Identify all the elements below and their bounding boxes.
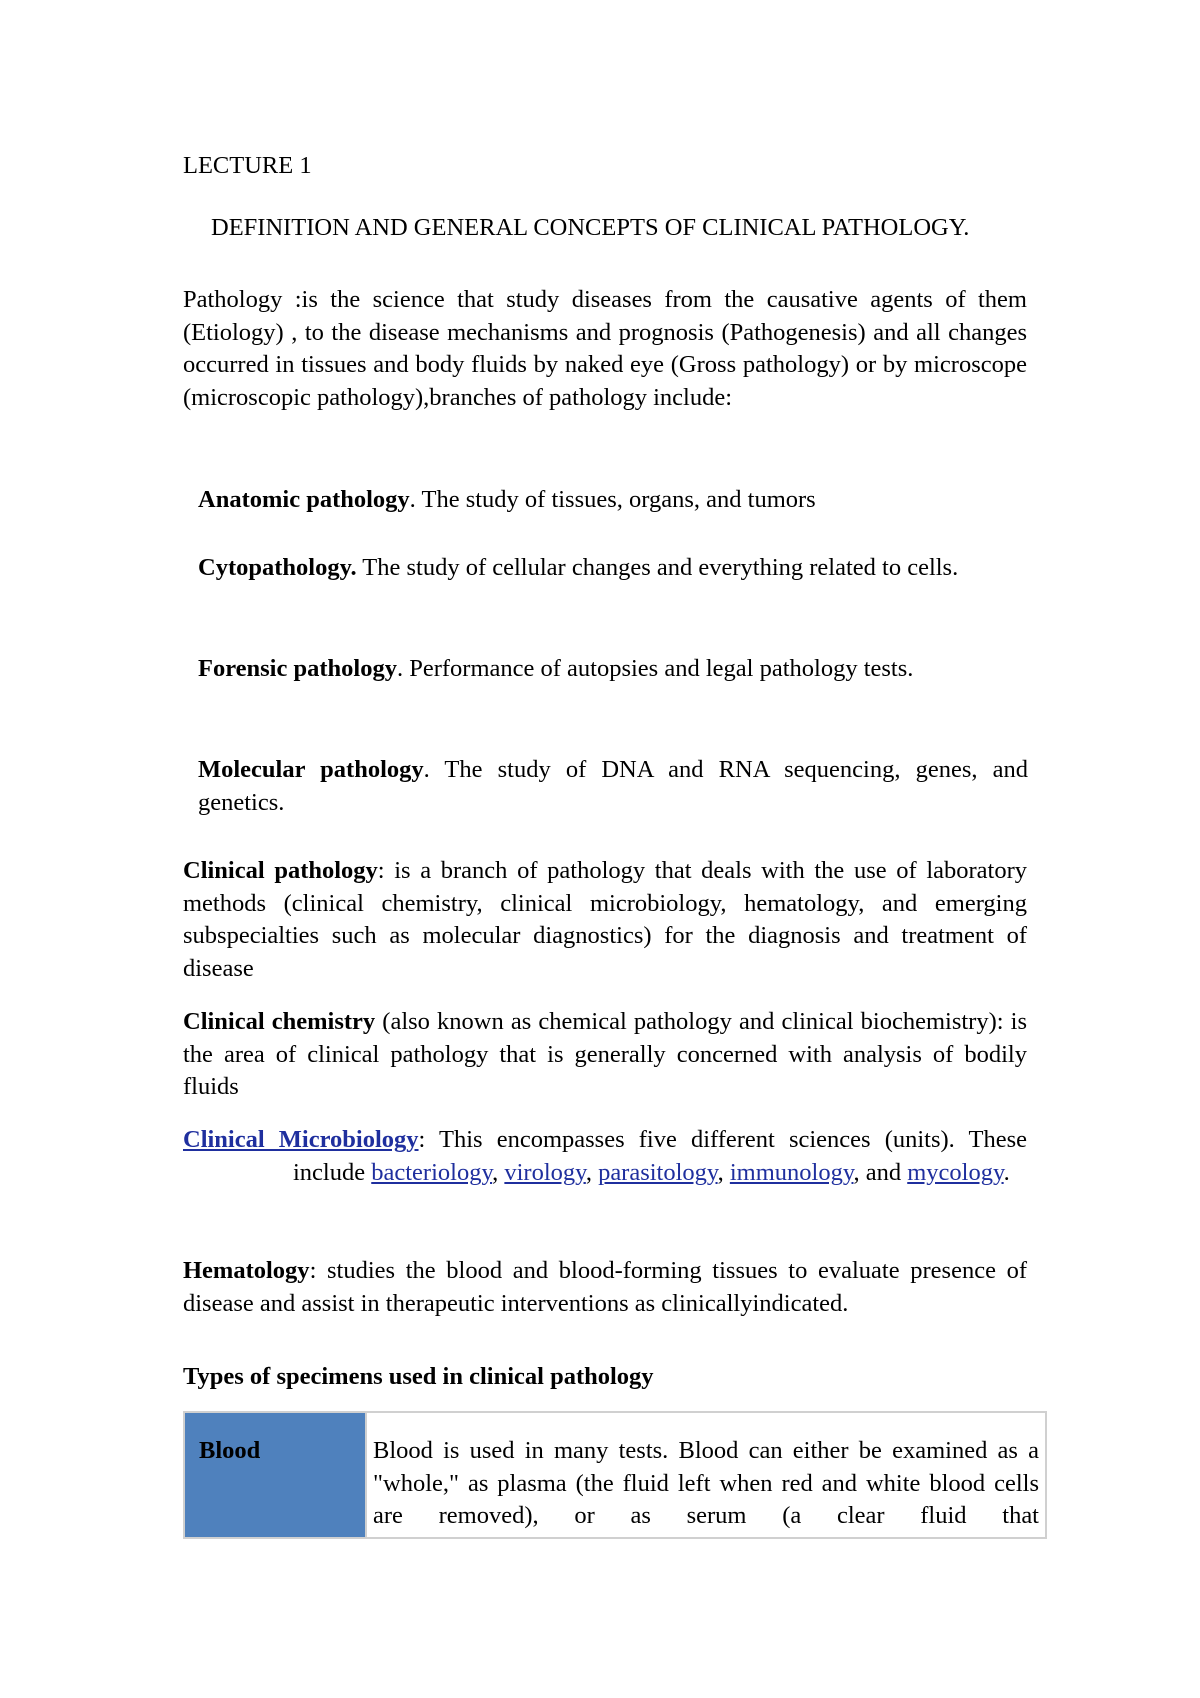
lecture-subtitle: DEFINITION AND GENERAL CONCEPTS OF CLINICAL PATHOLOGY. — [211, 214, 970, 241]
virology-link[interactable]: virology — [504, 1158, 586, 1186]
branch-term: Anatomic pathology — [198, 486, 410, 513]
and-text: and — [865, 1158, 908, 1186]
specimens-heading — [183, 1361, 1027, 1394]
lecture-title: LECTURE 1 — [183, 152, 312, 179]
comma-separator: , — [492, 1158, 505, 1186]
branch-desc: The study of DNA and RNA sequencing, genes, and genetics. — [198, 756, 1028, 816]
branch-desc: The study of cellular changes and everything related to cells. — [356, 554, 959, 581]
specimen-name: Blood — [199, 1437, 261, 1464]
specimens-heading-text: Types of specimens used in clinical pathology — [183, 1363, 654, 1390]
clinical-microbiology-paragraph — [183, 1124, 1027, 1189]
comma-separator: , — [585, 1158, 599, 1186]
hematology-paragraph — [183, 1255, 1027, 1320]
period: . — [1003, 1158, 1010, 1186]
hematology-desc: : studies the blood and blood-forming tissues to evaluate presence of disease and assist in therapeutic interventions as clinicallyindicated. — [183, 1257, 1027, 1317]
branch-punct: . — [409, 486, 416, 513]
branch-desc: The study of tissues, organs, and tumors — [415, 486, 816, 513]
comma-separator: , — [717, 1158, 730, 1186]
parasitology-link[interactable]: parasitology — [598, 1158, 718, 1186]
branch-term: Forensic pathology — [198, 655, 397, 682]
clinical-microbiology-desc: : This encompasses five different sciences (units). These — [418, 1126, 1027, 1153]
specimen-name-cell — [185, 1413, 367, 1537]
branch-punct: . — [423, 756, 430, 783]
immunology-link[interactable]: immunology — [729, 1158, 854, 1186]
clinical-pathology-paragraph — [183, 855, 1027, 985]
comma-separator: , — [853, 1158, 866, 1186]
clinical-chemistry-term: Clinical chemistry — [183, 1008, 376, 1035]
clinical-chemistry-desc: (also known as chemical pathology and clinical biochemistry): is the area of clinical pathology that is generally concerned with analysis of bodily fluids — [183, 1008, 1027, 1100]
branch-desc: Performance of autopsies and legal pathology tests. — [403, 655, 914, 682]
bacteriology-link[interactable]: bacteriology — [371, 1158, 493, 1186]
pathology-definition: Pathology :is the science that study diseases from the causative agents of them (Etiology) , to the disease mechanisms and prognosis (Pathogenesis) and all changes occurred in tissues and body fluids by naked eye (Gross pathology) or by microscope (microscopic pathology),branches of pathology include: — [183, 286, 1027, 411]
branch-term: Cytopathology. — [198, 554, 357, 581]
mycology-link[interactable]: mycology — [907, 1158, 1004, 1186]
hematology-term: Hematology — [183, 1257, 310, 1284]
branch-punct: . — [396, 655, 404, 682]
clinical-pathology-desc: : is a branch of pathology that deals with the use of laboratory methods (clinical chemistry, clinical microbiology, hematology, and emerging subspecialties such as molecular diagnostics) for the diagnosis and treatment of disease — [183, 857, 1028, 982]
include-text: include — [293, 1158, 372, 1186]
branch-anatomic-pathology — [198, 484, 1028, 517]
clinical-chemistry-paragraph — [183, 1006, 1027, 1104]
branch-term: Molecular pathology — [198, 756, 424, 783]
branch-forensic-pathology — [198, 653, 1028, 686]
clinical-microbiology-link[interactable]: Clinical Microbiology — [183, 1126, 419, 1153]
branch-molecular-pathology — [198, 754, 1028, 819]
clinical-pathology-term: Clinical pathology — [183, 857, 378, 884]
branch-cytopathology — [198, 552, 1028, 585]
specimens-table — [183, 1411, 1047, 1539]
specimen-desc-cell: Blood is used in many tests. Blood can either be examined as a "whole," as plasma (the fluid left when red and white blood cells are removed), or as serum (a clear fluid that — [373, 1437, 1039, 1529]
